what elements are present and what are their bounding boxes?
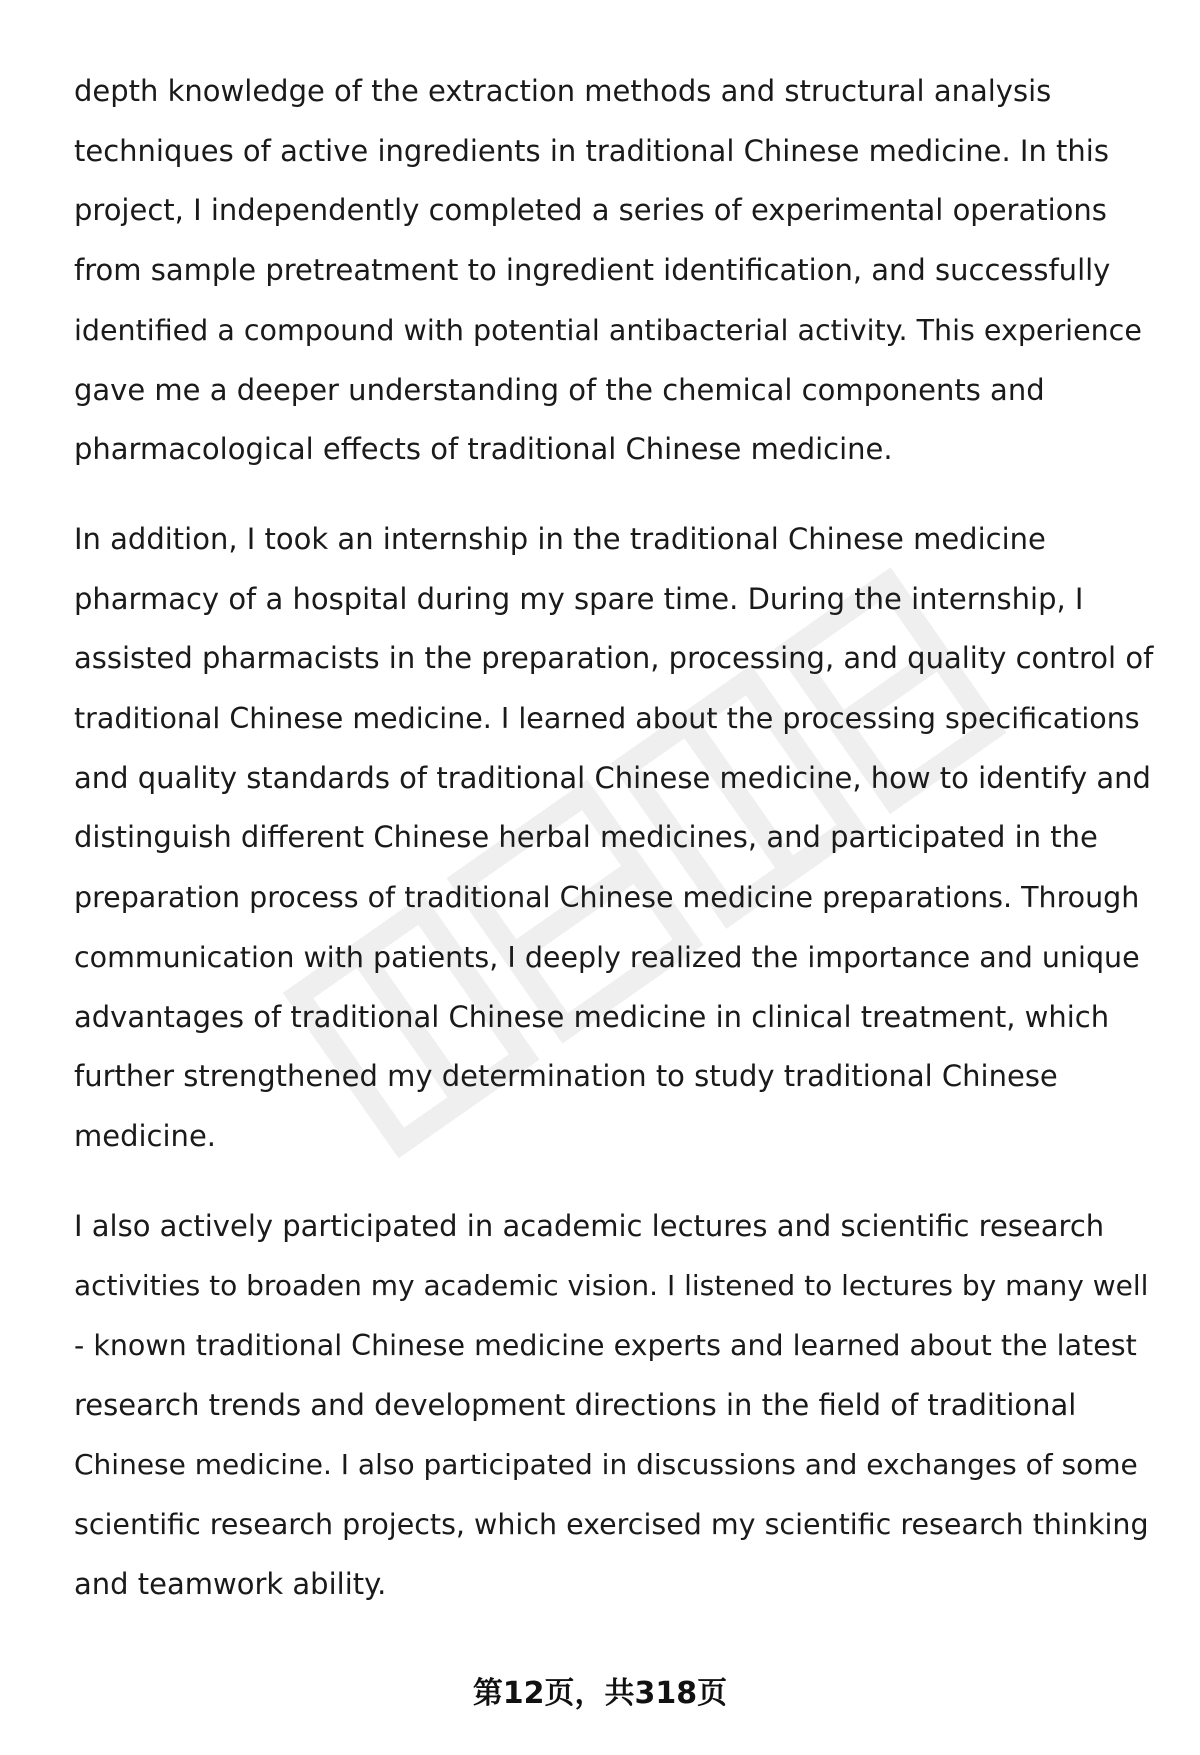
- text-line: In addition, I took an internship in the traditional Chinese medicine: [74, 521, 1046, 556]
- text-line: research trends and development directions in the field of traditional: [74, 1387, 1077, 1422]
- paragraph-internship: [74, 510, 1154, 1167]
- text-line: project, I independently completed a series of experimental operations: [74, 193, 1107, 228]
- text-line: Chinese medicine. I also participated in discussions and exchanges of some: [74, 1448, 1138, 1482]
- text-line: and quality standards of traditional Chinese medicine, how to identify and: [74, 760, 1151, 795]
- page-number-footer: 第12页，共318页: [472, 1676, 728, 1711]
- text-line: further strengthened my determination to study traditional Chinese: [74, 1059, 1058, 1094]
- text-line: advantages of traditional Chinese medicine in clinical treatment, which: [74, 999, 1110, 1034]
- text-line: medicine.: [74, 1118, 216, 1153]
- paragraph-research-project: [74, 62, 1154, 480]
- text-line: scientific research projects, which exercised my scientific research thinking: [74, 1508, 1149, 1542]
- text-line: preparation process of traditional Chinese medicine preparations. Through: [74, 881, 1140, 915]
- text-line: communication with patients, I deeply realized the importance and unique: [74, 940, 1140, 974]
- text-line: activities to broaden my academic vision. I listened to lectures by many well: [74, 1269, 1149, 1303]
- text-line: traditional Chinese medicine. I learned about the processing specifications: [74, 702, 1140, 736]
- text-line: pharmacy of a hospital during my spare time. During the internship, I: [74, 581, 1084, 616]
- text-line: identified a compound with potential antibacterial activity. This experience: [74, 313, 1142, 347]
- text-line: from sample pretreatment to ingredient identification, and successfully: [74, 253, 1111, 288]
- text-line: and teamwork ability.: [74, 1566, 387, 1601]
- text-line: gave me a deeper understanding of the chemical components and: [74, 372, 1045, 407]
- text-line: depth knowledge of the extraction methods and structural analysis: [74, 74, 1052, 108]
- text-line: pharmacological effects of traditional Chinese medicine.: [74, 432, 893, 467]
- text-line: distinguish different Chinese herbal medicines, and participated in the: [74, 820, 1098, 855]
- paragraph-academic-activities: [74, 1197, 1154, 1615]
- body-text: [74, 62, 1154, 1645]
- text-line: assisted pharmacists in the preparation, processing, and quality control of: [74, 641, 1154, 676]
- text-line: - known traditional Chinese medicine experts and learned about the latest: [74, 1329, 1137, 1363]
- text-line: I also actively participated in academic lectures and scientific research: [74, 1208, 1105, 1243]
- text-line: techniques of active ingredients in traditional Chinese medicine. In this: [74, 133, 1109, 168]
